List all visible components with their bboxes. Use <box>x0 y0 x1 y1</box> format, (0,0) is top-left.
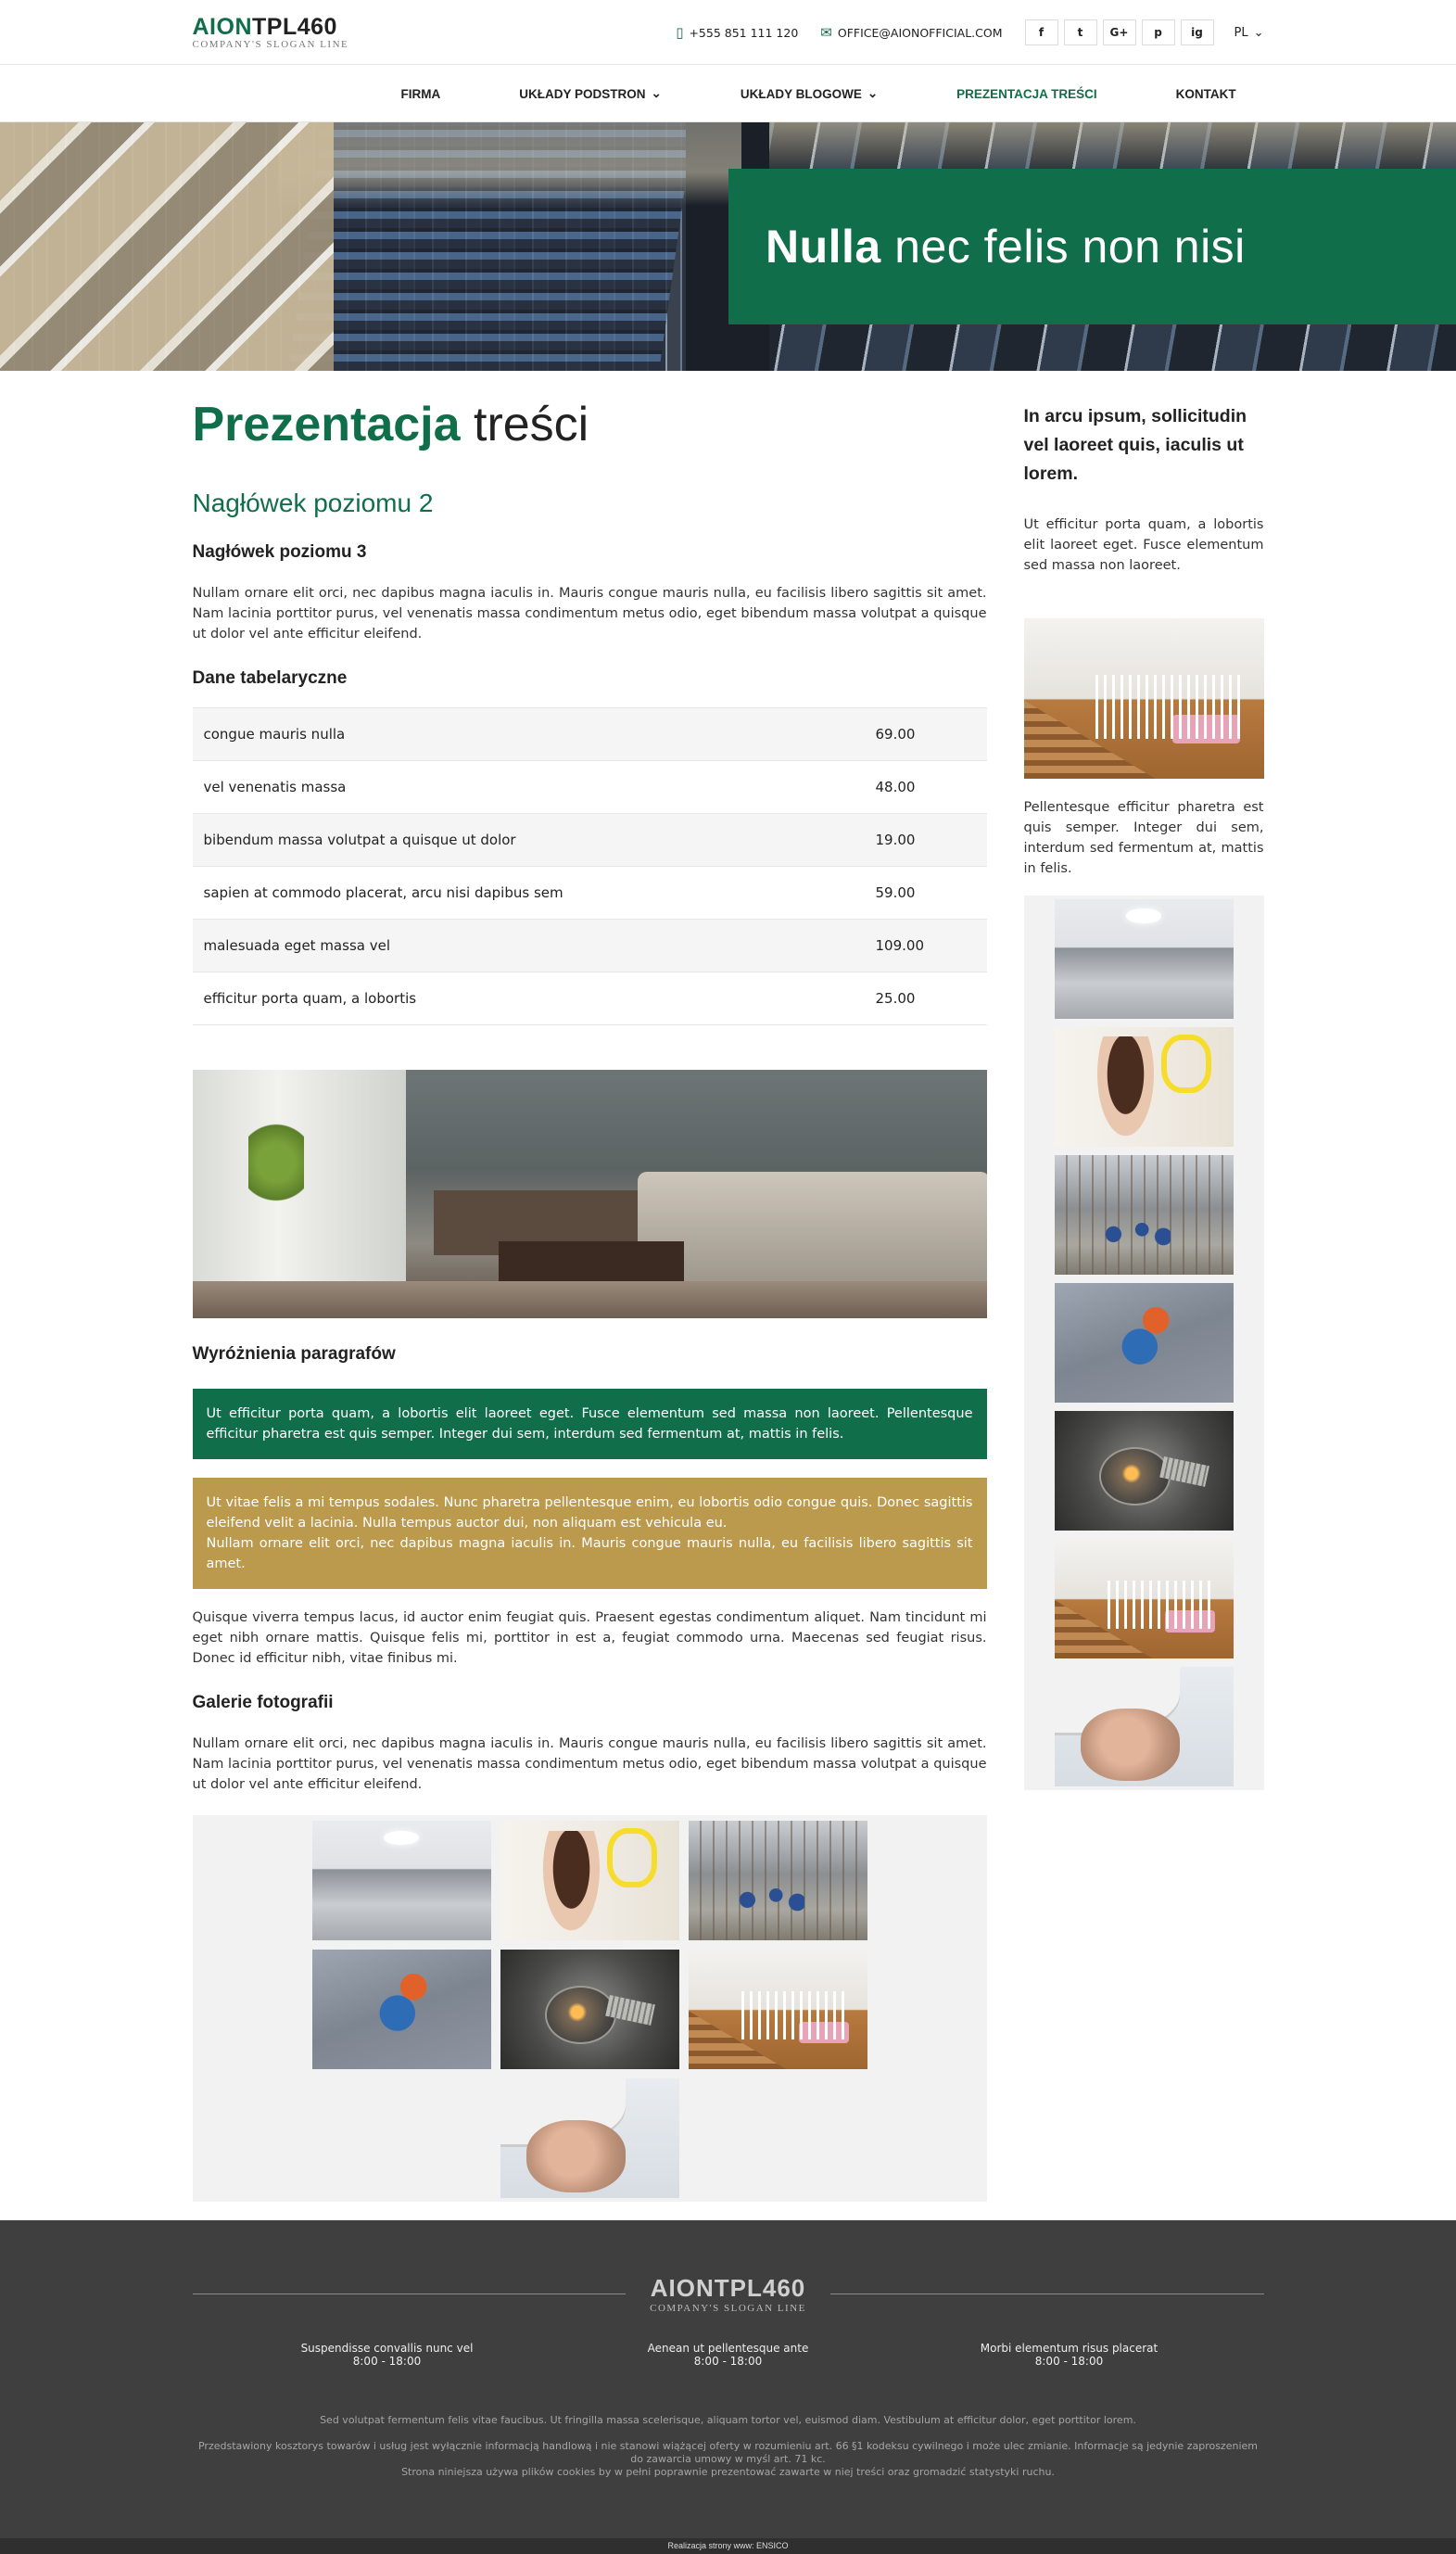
phone-contact[interactable] <box>676 24 798 41</box>
table-cell-value: 69.00 <box>876 708 987 761</box>
email-contact[interactable] <box>820 24 1002 41</box>
sidebar-thumb-light-bulb[interactable] <box>1055 1411 1234 1531</box>
facebook-icon[interactable]: f <box>1025 19 1058 45</box>
data-table <box>193 707 987 1025</box>
hero-title: Nulla nec felis non nisi <box>766 221 1246 273</box>
table-row <box>193 972 987 1025</box>
sidebar-thumb-concrete-saw[interactable] <box>1055 1283 1234 1403</box>
logo-slogan: COMPANY'S SLOGAN LINE <box>192 38 349 50</box>
chevron-down-icon: ⌄ <box>867 86 879 100</box>
sidebar-text-2: Pellentesque efficitur pharetra est quis semper. Integer dui sem, interdum sed fermentum at, mattis in felis. <box>1023 800 1264 876</box>
table-cell-name: malesuada eget massa vel <box>193 920 876 972</box>
table-cell-name: congue mauris nulla <box>193 708 876 761</box>
sidebar-text-1: Ut efficitur porta quam, a lobortis elit laoreet eget. Fusce elementum sed massa non laoreet. <box>1023 517 1264 573</box>
highlight-box-green: Ut efficitur porta quam, a lobortis elit laoreet eget. Fusce elementum sed massa non laoreet. Pellentesque efficitur pharetra est quis semper. Integer dui sem, interdum sed fermentum at, mattis in felis. <box>193 1389 987 1459</box>
living-room-image <box>193 1070 987 1318</box>
highlight-box-gold: Ut vitae felis a mi tempus sodales. Nunc pharetra pellentesque enim, eu lobortis odio congue quis. Donec sagittis eleifend velit a lacinia. Nulla tempus auctor dui, non aliquam est vehicula eu. Nullam ornare elit orci, nec dapibus magna iaculis in. Mauris congue mauris nulla, eu facilisis libero sagittis sit amet. <box>193 1478 987 1589</box>
gallery-thumb-electrician[interactable] <box>500 2078 679 2198</box>
chevron-down-icon: ⌄ <box>1253 25 1264 40</box>
envelope-icon: ✉ <box>820 24 832 41</box>
credit-bar <box>0 2538 1456 2554</box>
table-cell-value: 59.00 <box>876 867 987 920</box>
sidebar-title: In arcu ipsum, sollicitudin vel laoreet quis, iaculis ut lorem. <box>1023 406 1247 484</box>
twitter-icon[interactable]: t <box>1064 19 1097 45</box>
nav-item-firma[interactable]: FIRMA <box>400 86 441 101</box>
top-bar <box>0 0 1456 65</box>
table-row <box>193 867 987 920</box>
paragraph-gallery: Nullam ornare elit orci, nec dapibus magna iaculis in. Mauris congue mauris nulla, eu facilisis libero sagittis sit amet. Nam lacinia porttitor purus, vel venenatis massa condimentum metus odio, eget bibendum massa volutpat a quisque ut dolor vel ante efficitur eleifend. <box>192 1736 987 1793</box>
footer-column: Suspendisse convallis nunc vel 8:00 - 18:00 <box>300 2342 474 2369</box>
footer-logo[interactable]: AIONTPL460 COMPANY'S SLOGAN LINE <box>650 2274 806 2315</box>
sidebar-thumb-workers[interactable] <box>1055 1155 1234 1275</box>
google-plus-icon[interactable]: G+ <box>1103 19 1136 45</box>
highlights-heading: Wyróżnienia paragrafów <box>192 1344 396 1365</box>
sidebar-thumb-painter[interactable] <box>1055 1027 1234 1147</box>
nav-item-prezentacja-tresci[interactable]: PREZENTACJA TREŚCI <box>956 86 1097 101</box>
hero-glass-facade <box>0 122 334 371</box>
sidebar-thumb-electrician[interactable] <box>1055 1667 1234 1786</box>
sidebar-image-staircase <box>1024 618 1264 779</box>
gallery-heading: Galerie fotografii <box>192 1693 334 1713</box>
gallery-thumb-painter[interactable] <box>500 1821 679 1940</box>
chevron-down-icon: ⌄ <box>651 86 662 100</box>
logo-accent: AION <box>192 13 252 40</box>
nav-item-kontakt[interactable]: KONTAKT <box>1175 86 1236 101</box>
heading-level-2: Nagłówek poziomu 2 <box>192 489 434 518</box>
sidebar-gallery <box>1024 896 1264 1790</box>
logo-rest: TPL460 <box>252 13 337 40</box>
photo-gallery <box>193 1815 987 2202</box>
social-links <box>1025 19 1214 45</box>
gallery-thumb-concrete-saw[interactable] <box>312 1950 491 2069</box>
table-row <box>193 814 987 867</box>
footer-column: Morbi elementum risus placerat 8:00 - 18:00 <box>980 2342 1158 2369</box>
email-address: OFFICE@AIONOFFICIAL.COM <box>837 25 1003 40</box>
table-heading: Dane tabelaryczne <box>192 668 348 689</box>
language-label: PL <box>1234 25 1248 40</box>
table-cell-value: 109.00 <box>876 920 987 972</box>
footer-legal-note: Przedstawiony kosztorys towarów i usług jest wyłącznie informacją handlową i nie stanowi wiążącej oferty w rozumieniu art. 66 §1 kodeksu cywilnego i może ulec zmianie. Informacje są jedynie zaproszeniem do zawarcia umowy w myśl art. 71 kc. Strona niniejsza używa plików cookies by w pełni poprawnie prezentować zawarte w niej treści oraz gromadzić statystyki ruchu. <box>197 2440 1258 2479</box>
footer-note: Sed volutpat fermentum felis vitae faucibus. Ut fringilla massa scelerisque, aliquam tortor vel, euismod diam. Vestibulum at efficitur dolor, eget porttitor lorem. <box>320 2414 1136 2427</box>
phone-icon: ▯ <box>676 24 684 41</box>
paragraph-intro: Nullam ornare elit orci, nec dapibus magna iaculis in. Mauris congue mauris nulla, eu facilisis libero sagittis sit amet. Nam lacinia porttitor purus, vel venenatis massa condimentum metus odio, eget bibendum massa volutpat a quisque ut dolor vel ante efficitur eleifend. <box>192 586 987 642</box>
table-cell-name: efficitur porta quam, a lobortis <box>193 972 876 1025</box>
sidebar-thumb-office[interactable] <box>1055 899 1234 1019</box>
table-cell-name: vel venenatis massa <box>193 761 876 814</box>
main-column <box>193 399 987 2202</box>
hero-banner <box>0 122 1456 371</box>
table-row <box>193 920 987 972</box>
hero-title-box <box>728 169 1456 324</box>
table-cell-name: sapien at commodo placerat, arcu nisi dapibus sem <box>193 867 876 920</box>
page-title: Prezentacja treści <box>192 398 589 451</box>
footer-columns <box>193 2342 1264 2368</box>
phone-number: +555 851 111 120 <box>689 25 799 40</box>
credit-link[interactable]: Realizacja strony www: ENSICO <box>667 2541 789 2551</box>
gallery-thumb-staircase[interactable] <box>689 1950 867 2069</box>
site-footer <box>0 2220 1456 2538</box>
footer-column: Aenean ut pellentesque ante 8:00 - 18:00 <box>647 2342 809 2369</box>
table-row <box>193 761 987 814</box>
header-contacts <box>676 19 1263 45</box>
paragraph-body: Quisque viverra tempus lacus, id auctor enim feugiat quis. Praesent egestas condimentum aliquet. Nam tincidunt mi eget nibh ornare mattis. Quisque felis mi, porttitor in est a, feugiat commodo urna. Maecenas sed feugiat risus. Donec id efficitur nibh, vitae finibus mi. <box>192 1610 987 1667</box>
main-navigation <box>0 65 1456 122</box>
table-cell-value: 48.00 <box>876 761 987 814</box>
gallery-thumb-office[interactable] <box>312 1821 491 1940</box>
instagram-icon[interactable]: ig <box>1181 19 1214 45</box>
site-logo[interactable] <box>192 13 349 50</box>
gallery-thumb-workers[interactable] <box>689 1821 867 1940</box>
pinterest-icon[interactable]: p <box>1142 19 1175 45</box>
language-selector[interactable] <box>1234 26 1264 40</box>
table-cell-name: bibendum massa volutpat a quisque ut dolor <box>193 814 876 867</box>
table-cell-value: 25.00 <box>876 972 987 1025</box>
nav-item-uklady-blogowe[interactable]: UKŁADY BLOGOWE ⌄ <box>740 86 879 101</box>
table-cell-value: 19.00 <box>876 814 987 867</box>
sidebar <box>1024 399 1264 2202</box>
heading-level-3: Nagłówek poziomu 3 <box>192 542 367 563</box>
gallery-thumb-light-bulb[interactable] <box>500 1950 679 2069</box>
sidebar-thumb-staircase[interactable] <box>1055 1539 1234 1658</box>
nav-item-uklady-podstron[interactable]: UKŁADY PODSTRON ⌄ <box>519 86 662 101</box>
table-row <box>193 708 987 761</box>
content-area <box>193 371 1264 2202</box>
